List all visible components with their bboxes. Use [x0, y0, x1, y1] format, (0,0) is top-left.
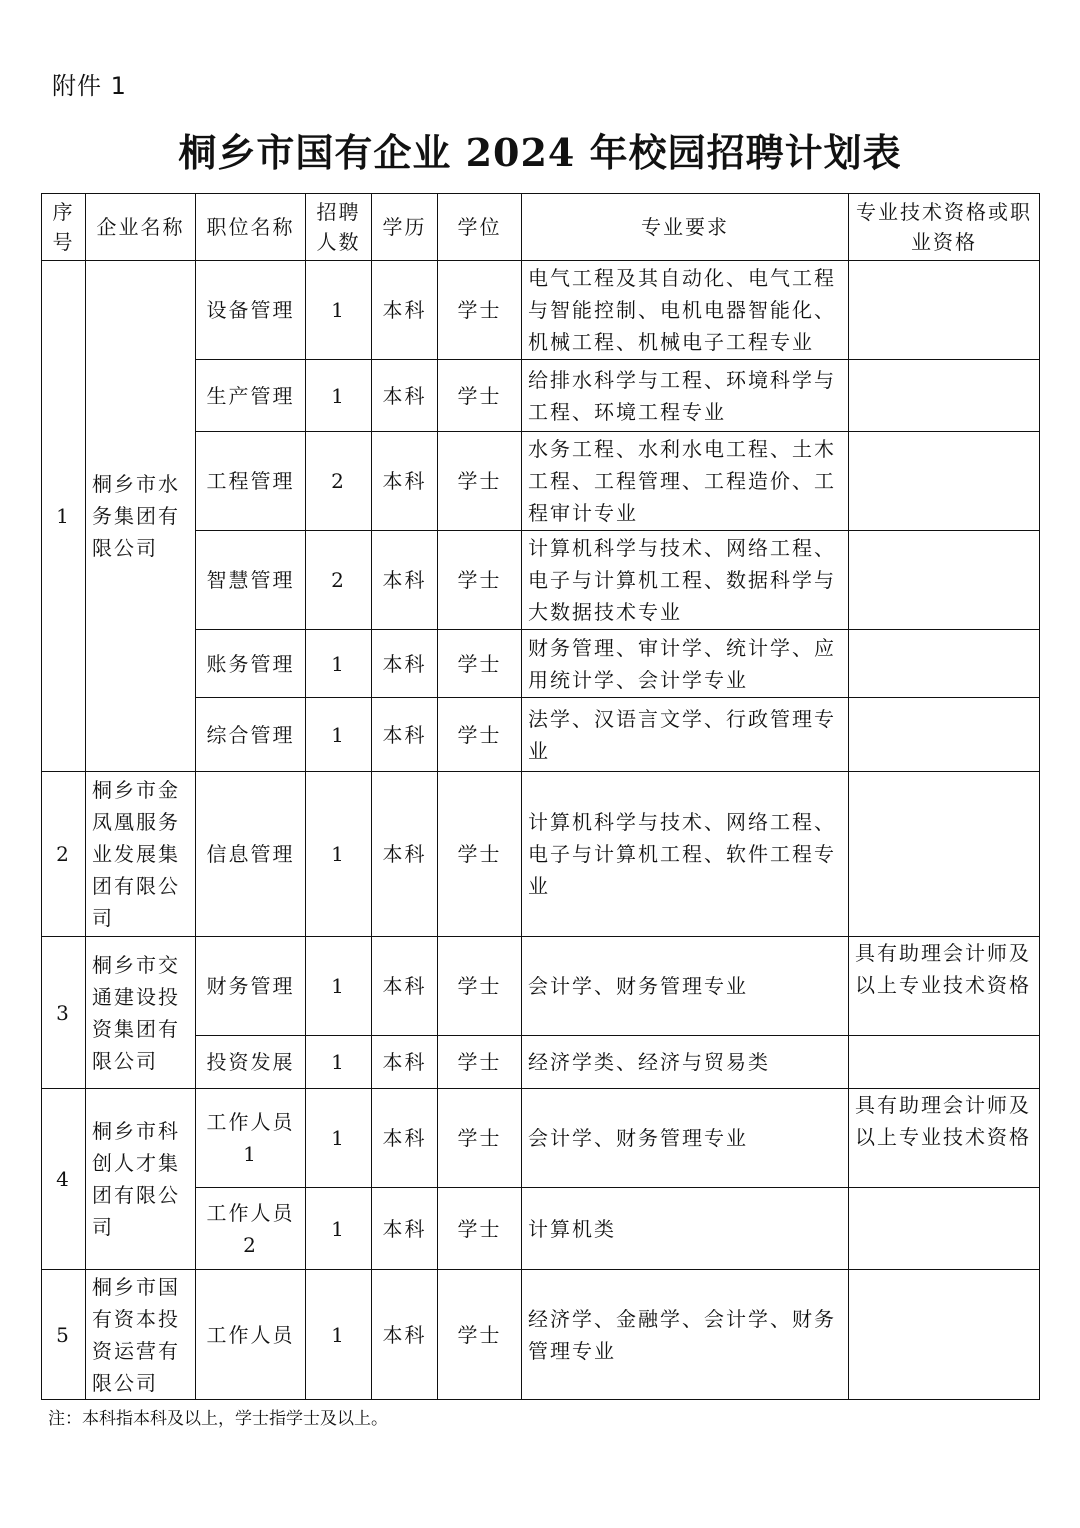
header-seq: 序号 [42, 194, 86, 261]
count-cell: 1 [306, 261, 372, 360]
requirement-cell: 会计学、财务管理专业 [522, 1089, 849, 1188]
education-cell: 本科 [372, 1036, 438, 1089]
seq-cell: 2 [42, 772, 86, 937]
qualification-cell [849, 531, 1040, 630]
degree-cell: 学士 [438, 432, 522, 531]
qualification-cell: 具有助理会计师及以上专业技术资格 [849, 937, 1040, 1036]
position-cell: 综合管理 [196, 698, 306, 772]
qualification-cell [849, 698, 1040, 772]
header-company: 企业名称 [86, 194, 196, 261]
requirement-cell: 计算机科学与技术、网络工程、电子与计算机工程、数据科学与大数据技术专业 [522, 531, 849, 630]
position-cell: 设备管理 [196, 261, 306, 360]
education-cell: 本科 [372, 432, 438, 531]
degree-cell: 学士 [438, 261, 522, 360]
header-position: 职位名称 [196, 194, 306, 261]
requirement-cell: 给排水科学与工程、环境科学与工程、环境工程专业 [522, 360, 849, 432]
degree-cell: 学士 [438, 937, 522, 1036]
degree-cell: 学士 [438, 1036, 522, 1089]
count-cell: 1 [306, 630, 372, 698]
qualification-cell: 具有助理会计师及以上专业技术资格 [849, 1089, 1040, 1188]
table-header-row [42, 194, 1040, 261]
count-cell: 2 [306, 531, 372, 630]
requirement-cell: 水务工程、水利水电工程、土木工程、工程管理、工程造价、工程审计专业 [522, 432, 849, 531]
qualification-cell [849, 360, 1040, 432]
position-cell: 工作人员1 [196, 1089, 306, 1188]
qualification-cell [849, 772, 1040, 937]
table-row [42, 772, 1040, 937]
qualification-cell [849, 1036, 1040, 1089]
seq-cell: 5 [42, 1270, 86, 1400]
count-cell: 2 [306, 432, 372, 531]
seq-cell: 1 [42, 261, 86, 772]
degree-cell: 学士 [438, 772, 522, 937]
degree-cell: 学士 [438, 1270, 522, 1400]
degree-cell: 学士 [438, 630, 522, 698]
footnote: 注：本科指本科及以上，学士指学士及以上。 [48, 1409, 388, 1429]
education-cell: 本科 [372, 630, 438, 698]
attachment-label: 附件 1 [52, 72, 127, 100]
qualification-cell [849, 630, 1040, 698]
qualification-cell [849, 1188, 1040, 1270]
position-cell: 财务管理 [196, 937, 306, 1036]
requirement-cell: 财务管理、审计学、统计学、应用统计学、会计学专业 [522, 630, 849, 698]
seq-cell: 3 [42, 937, 86, 1089]
education-cell: 本科 [372, 698, 438, 772]
position-cell: 信息管理 [196, 772, 306, 937]
table-row [42, 1270, 1040, 1400]
header-qualification: 专业技术资格或职业资格 [849, 194, 1040, 261]
position-cell: 工程管理 [196, 432, 306, 531]
position-cell: 智慧管理 [196, 531, 306, 630]
table-row [42, 1089, 1040, 1188]
degree-cell: 学士 [438, 1188, 522, 1270]
count-cell: 1 [306, 360, 372, 432]
header-degree: 学位 [438, 194, 522, 261]
education-cell: 本科 [372, 1089, 438, 1188]
count-cell: 1 [306, 698, 372, 772]
count-cell: 1 [306, 937, 372, 1036]
company-cell: 桐乡市科创人才集团有限公司 [86, 1089, 196, 1270]
header-count: 招聘人数 [306, 194, 372, 261]
recruitment-table [41, 193, 1040, 1400]
education-cell: 本科 [372, 772, 438, 937]
education-cell: 本科 [372, 937, 438, 1036]
education-cell: 本科 [372, 261, 438, 360]
education-cell: 本科 [372, 360, 438, 432]
count-cell: 1 [306, 1270, 372, 1400]
table-row [42, 261, 1040, 360]
count-cell: 1 [306, 1089, 372, 1188]
education-cell: 本科 [372, 1270, 438, 1400]
degree-cell: 学士 [438, 531, 522, 630]
requirement-cell: 经济学类、经济与贸易类 [522, 1036, 849, 1089]
position-cell: 投资发展 [196, 1036, 306, 1089]
position-cell: 生产管理 [196, 360, 306, 432]
education-cell: 本科 [372, 531, 438, 630]
header-education: 学历 [372, 194, 438, 261]
requirement-cell: 计算机类 [522, 1188, 849, 1270]
count-cell: 1 [306, 1188, 372, 1270]
position-cell: 工作人员2 [196, 1188, 306, 1270]
degree-cell: 学士 [438, 698, 522, 772]
position-cell: 账务管理 [196, 630, 306, 698]
company-cell: 桐乡市交通建设投资集团有限公司 [86, 937, 196, 1089]
requirement-cell: 计算机科学与技术、网络工程、电子与计算机工程、软件工程专业 [522, 772, 849, 937]
table-row [42, 937, 1040, 1036]
qualification-cell [849, 261, 1040, 360]
requirement-cell: 经济学、金融学、会计学、财务管理专业 [522, 1270, 849, 1400]
page-title: 桐乡市国有企业 2024 年校园招聘计划表 [178, 130, 902, 175]
seq-cell: 4 [42, 1089, 86, 1270]
requirement-cell: 会计学、财务管理专业 [522, 937, 849, 1036]
company-cell: 桐乡市国有资本投资运营有限公司 [86, 1270, 196, 1400]
company-cell: 桐乡市水务集团有限公司 [86, 261, 196, 772]
degree-cell: 学士 [438, 360, 522, 432]
count-cell: 1 [306, 772, 372, 937]
qualification-cell [849, 1270, 1040, 1400]
company-cell: 桐乡市金凤凰服务业发展集团有限公司 [86, 772, 196, 937]
education-cell: 本科 [372, 1188, 438, 1270]
header-requirement: 专业要求 [522, 194, 849, 261]
count-cell: 1 [306, 1036, 372, 1089]
requirement-cell: 法学、汉语言文学、行政管理专业 [522, 698, 849, 772]
requirement-cell: 电气工程及其自动化、电气工程与智能控制、电机电器智能化、机械工程、机械电子工程专业 [522, 261, 849, 360]
qualification-cell [849, 432, 1040, 531]
position-cell: 工作人员 [196, 1270, 306, 1400]
degree-cell: 学士 [438, 1089, 522, 1188]
